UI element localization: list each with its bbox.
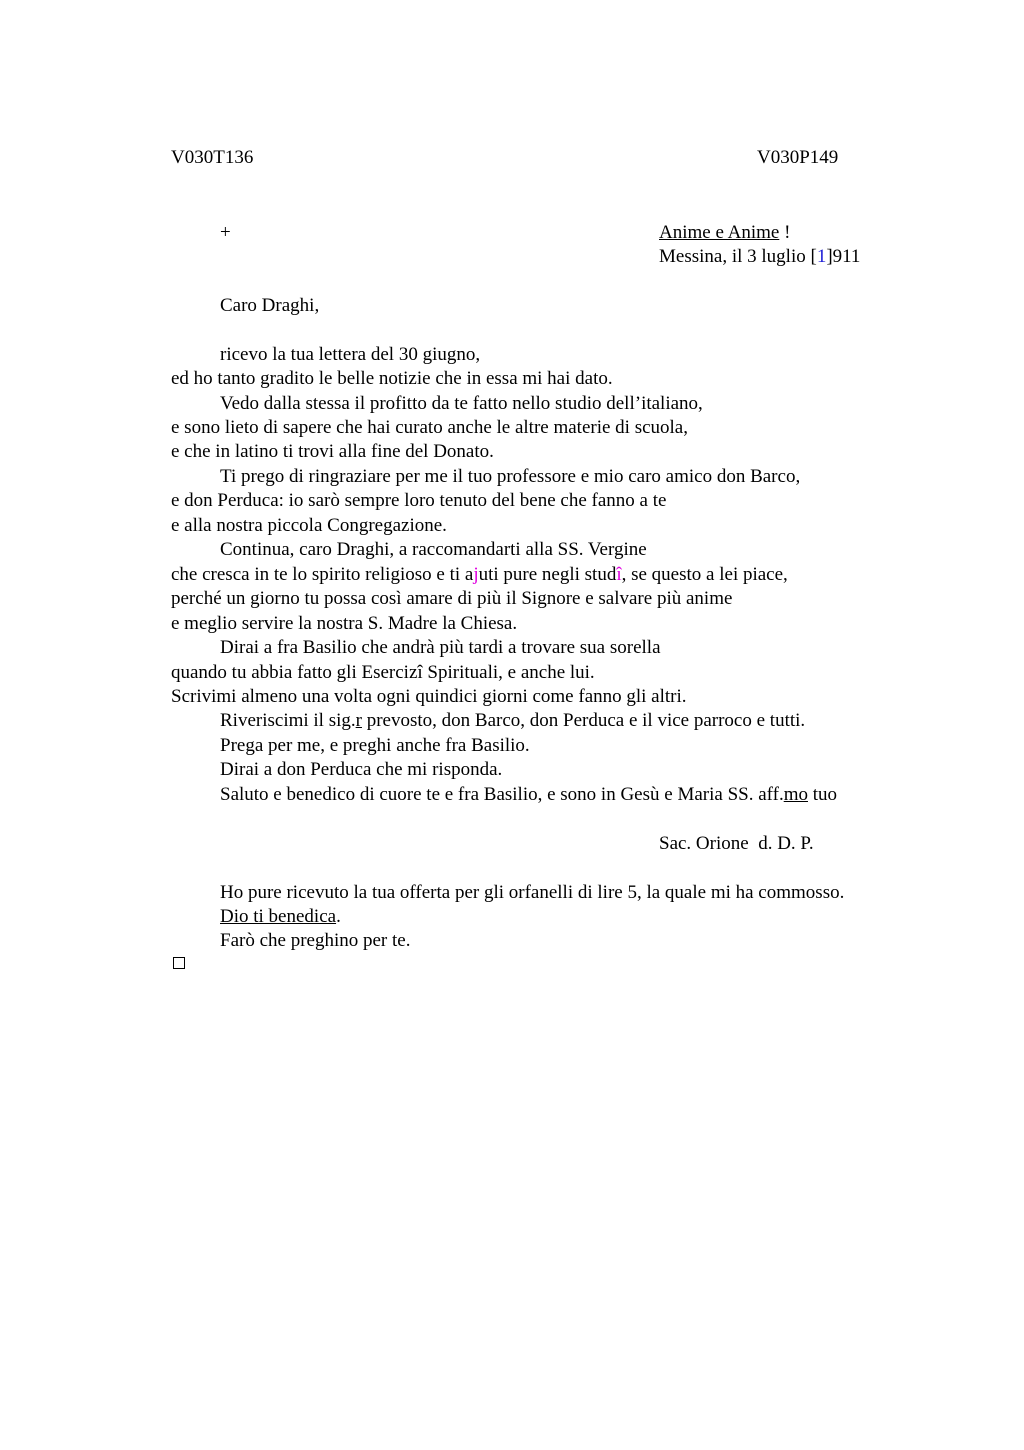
- date-suffix: 911: [832, 246, 861, 267]
- cross-mark: +: [220, 222, 231, 243]
- letter-line: Vedo dalla stessa il profitto da te fatto nello studio dell’italiano,: [220, 393, 703, 414]
- letter-line: Dirai a fra Basilio che andrà più tardi a trovare sua sorella: [220, 637, 661, 658]
- editorial-letter: î: [616, 564, 622, 585]
- superscript-abbrev: r: [355, 710, 362, 731]
- letter-line: e don Perduca: io sarò sempre loro tenuto del bene che fanno a te: [171, 490, 667, 511]
- date-prefix: Messina, il 3 luglio: [659, 246, 811, 267]
- line-segment: , se questo a lei piace,: [621, 564, 788, 585]
- letter-line: e sono lieto di sapere che hai curato anche le altre materie di scuola,: [171, 417, 688, 438]
- letter-line: e alla nostra piccola Congregazione.: [171, 515, 447, 536]
- end-square-icon: [173, 957, 185, 969]
- letter-line: [171, 563, 788, 587]
- signature: Sac. Orione d. D. P.: [659, 833, 814, 854]
- letter-line: Prega per me, e preghi anche fra Basilio.: [220, 735, 530, 756]
- motto-text: Anime e Anime: [659, 222, 780, 243]
- postscript-line: Ho pure ricevuto la tua offerta per gli orfanelli di lire 5, la quale mi ha commosso.: [220, 882, 845, 903]
- date-bracket-open: [: [810, 246, 817, 267]
- letter-line: perché un giorno tu possa così amare di più il Signore e salvare più anime: [171, 588, 733, 609]
- editorial-letter: j: [473, 564, 479, 585]
- line-segment: Saluto e benedico di cuore te e fra Basilio, e sono in Gesù e Maria SS. aff.: [220, 784, 784, 805]
- letter-line: [220, 709, 805, 733]
- line-segment: che cresca in te lo spirito religioso e ti a: [171, 564, 474, 585]
- letter-line: ed ho tanto gradito le belle notizie che in essa mi hai dato.: [171, 368, 613, 389]
- letter-line: e meglio servire la nostra S. Madre la Chiesa.: [171, 613, 518, 634]
- postscript-line: Farò che preghino per te.: [220, 930, 411, 951]
- blessing-text: Dio ti benedica: [220, 906, 337, 927]
- line-segment: prevosto, don Barco, don Perduca e il vice parroco e tutti.: [361, 710, 806, 731]
- letter-line: Continua, caro Draghi, a raccomandarti alla SS. Vergine: [220, 539, 647, 560]
- motto: [659, 221, 790, 245]
- letter-line: e che in latino ti trovi alla fine del Donato.: [171, 441, 494, 462]
- date-editorial-digit: 1: [816, 246, 827, 267]
- line-segment: .: [336, 906, 341, 927]
- letter-line: ricevo la tua lettera del 30 giugno,: [220, 344, 481, 365]
- line-segment: Riveriscimi il sig.: [220, 710, 356, 731]
- document-code-left: V030T136: [171, 147, 254, 168]
- line-segment: uti pure negli stud: [478, 564, 617, 585]
- superscript-abbrev: mo: [783, 784, 808, 805]
- letter-line: Scrivimi almeno una volta ogni quindici giorni come fanno gli altri.: [171, 686, 687, 707]
- motto-mark: !: [779, 222, 791, 243]
- letter-line: Ti prego di ringraziare per me il tuo professore e mio caro amico don Barco,: [220, 466, 801, 487]
- letter-line: [171, 661, 595, 685]
- salutation: Caro Draghi,: [220, 295, 320, 316]
- date-line: [659, 245, 860, 269]
- line-segment: Spirituali, e anche lui.: [422, 662, 595, 683]
- date-bracket-close: ]: [826, 246, 833, 267]
- document-code-right: V030P149: [757, 147, 839, 168]
- letter-line: Dirai a don Perduca che mi risponda.: [220, 759, 503, 780]
- postscript-line: [220, 905, 341, 929]
- letter-line: [220, 783, 837, 807]
- line-segment: quando tu abbia fatto gli Esercizi: [171, 662, 423, 683]
- line-segment: tuo: [807, 784, 838, 805]
